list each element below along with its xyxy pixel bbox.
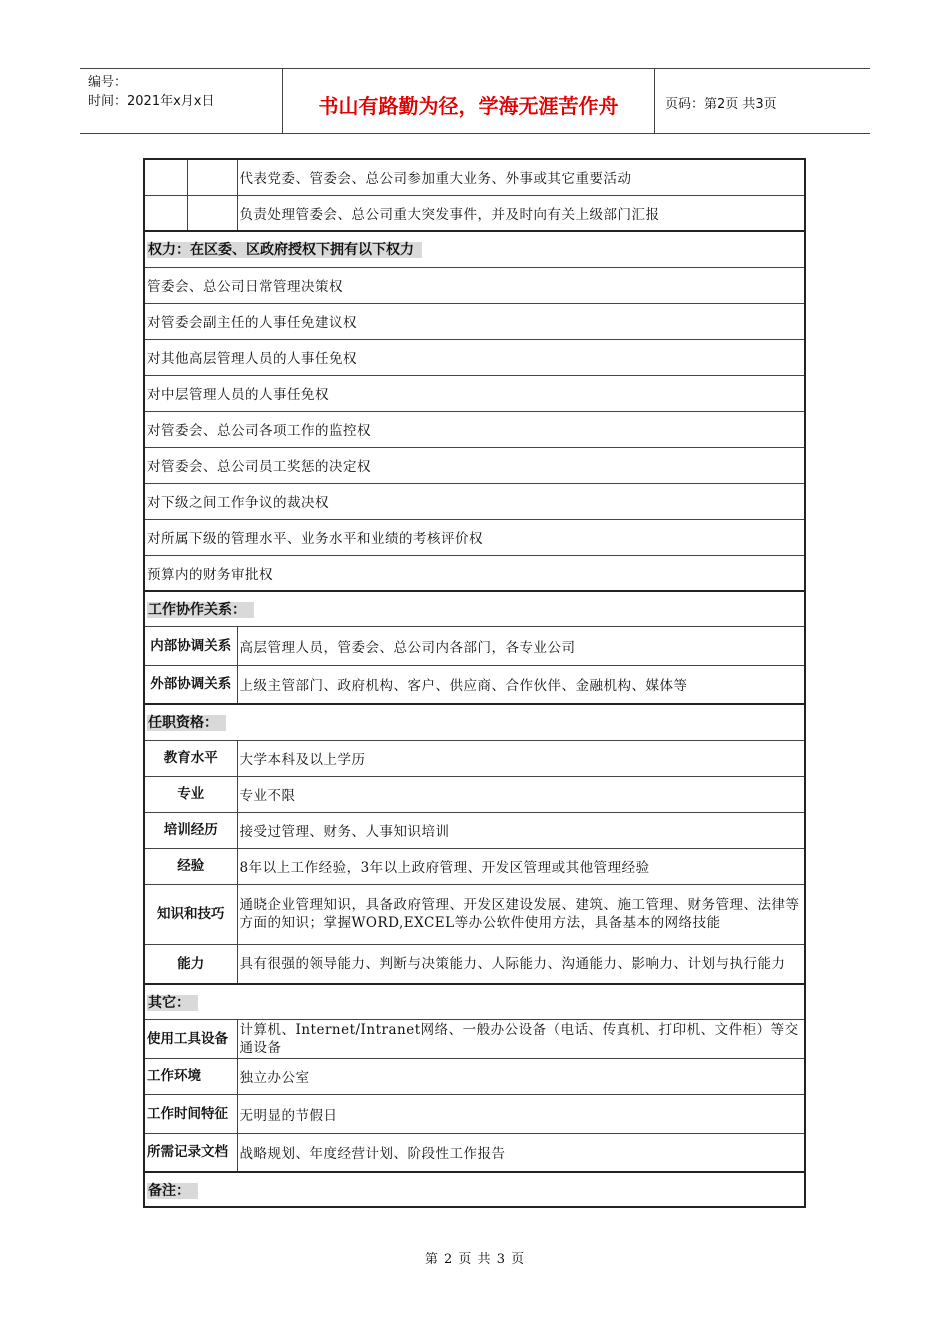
other-heading-row bbox=[144, 984, 805, 1019]
duty-row bbox=[144, 159, 805, 195]
experience-row bbox=[144, 848, 805, 884]
authority-item: 管委会、总公司日常管理决策权 bbox=[144, 267, 805, 303]
authority-heading: 权力：在区委、区政府授权下拥有以下权力 bbox=[147, 242, 422, 258]
authority-item: 对所属下级的管理水平、业务水平和业绩的考核评价权 bbox=[144, 519, 805, 555]
education-row bbox=[144, 740, 805, 776]
major-value: 专业不限 bbox=[237, 776, 805, 812]
work-time-label: 工作时间特征 bbox=[144, 1094, 237, 1133]
training-row bbox=[144, 812, 805, 848]
duty-item: 负责处理管委会、总公司重大突发事件，并及时向有关上级部门汇报 bbox=[237, 195, 805, 231]
authority-item: 对管委会、总公司各项工作的监控权 bbox=[144, 411, 805, 447]
external-relation-label: 外部协调关系 bbox=[144, 665, 237, 704]
page-header bbox=[80, 68, 870, 134]
authority-row bbox=[144, 375, 805, 411]
external-relation-value: 上级主管部门、政府机构、客户、供应商、合作伙伴、金融机构、媒体等 bbox=[237, 665, 805, 704]
duty-item: 代表党委、管委会、总公司参加重大业务、外事或其它重要活动 bbox=[237, 159, 805, 195]
environment-label: 工作环境 bbox=[144, 1058, 237, 1094]
education-label: 教育水平 bbox=[144, 740, 237, 776]
duty-row bbox=[144, 195, 805, 231]
authority-row bbox=[144, 411, 805, 447]
training-value: 接受过管理、财务、人事知识培训 bbox=[237, 812, 805, 848]
major-label: 专业 bbox=[144, 776, 237, 812]
education-value: 大学本科及以上学历 bbox=[237, 740, 805, 776]
cooperation-heading: 工作协作关系： bbox=[147, 602, 254, 618]
authority-item: 对下级之间工作争议的裁决权 bbox=[144, 483, 805, 519]
records-row bbox=[144, 1133, 805, 1172]
major-row bbox=[144, 776, 805, 812]
remarks-row bbox=[144, 1172, 805, 1207]
authority-heading-row bbox=[144, 231, 805, 267]
job-description-table bbox=[143, 158, 806, 1208]
experience-label: 经验 bbox=[144, 848, 237, 884]
knowledge-label: 知识和技巧 bbox=[144, 884, 237, 944]
tools-row bbox=[144, 1019, 805, 1058]
internal-relation-row bbox=[144, 626, 805, 665]
authority-item: 对管委会副主任的人事任免建议权 bbox=[144, 303, 805, 339]
authority-row bbox=[144, 483, 805, 519]
authority-row bbox=[144, 519, 805, 555]
cooperation-heading-row bbox=[144, 591, 805, 626]
ability-row bbox=[144, 944, 805, 984]
other-heading: 其它： bbox=[147, 995, 198, 1011]
ability-value: 具有很强的领导能力、判断与决策能力、人际能力、沟通能力、影响力、计划与执行能力 bbox=[237, 944, 805, 984]
remarks-heading: 备注： bbox=[147, 1183, 198, 1199]
qualifications-heading-row bbox=[144, 704, 805, 740]
internal-relation-label: 内部协调关系 bbox=[144, 626, 237, 665]
number-label: 编号： bbox=[88, 75, 128, 90]
authority-row bbox=[144, 555, 805, 591]
records-value: 战略规划、年度经营计划、阶段性工作报告 bbox=[237, 1133, 805, 1172]
header-page-info: 页码：第2页 共3页 bbox=[665, 97, 777, 112]
experience-value: 8年以上工作经验，3年以上政府管理、开发区管理或其他管理经验 bbox=[237, 848, 805, 884]
records-label: 所需记录文档 bbox=[144, 1133, 237, 1172]
authority-item: 预算内的财务审批权 bbox=[144, 555, 805, 591]
training-label: 培训经历 bbox=[144, 812, 237, 848]
knowledge-row bbox=[144, 884, 805, 944]
page-footer: 第 2 页 共 3 页 bbox=[424, 1252, 526, 1267]
authority-row bbox=[144, 303, 805, 339]
authority-row bbox=[144, 267, 805, 303]
header-meta bbox=[80, 69, 283, 133]
ability-label: 能力 bbox=[144, 944, 237, 984]
date-label: 时间：2021年x月x日 bbox=[88, 94, 215, 109]
internal-relation-value: 高层管理人员，管委会、总公司内各部门，各专业公司 bbox=[237, 626, 805, 665]
environment-value: 独立办公室 bbox=[237, 1058, 805, 1094]
knowledge-value: 通晓企业管理知识，具备政府管理、开发区建设发展、建筑、施工管理、财务管理、法律等方面的知识；掌握WORD,EXCEL等办公软件使用方法，具备基本的网络技能 bbox=[237, 884, 805, 944]
header-motto: 书山有路勤为径，学海无涯苦作舟 bbox=[283, 69, 655, 133]
authority-item: 对其他高层管理人员的人事任免权 bbox=[144, 339, 805, 375]
authority-item: 对管委会、总公司员工奖惩的决定权 bbox=[144, 447, 805, 483]
environment-row bbox=[144, 1058, 805, 1094]
tools-value: 计算机、Internet/Intranet网络、一般办公设备（电话、传真机、打印机、文件柜）等交通设备 bbox=[237, 1019, 805, 1058]
external-relation-row bbox=[144, 665, 805, 704]
authority-item: 对中层管理人员的人事任免权 bbox=[144, 375, 805, 411]
authority-row bbox=[144, 447, 805, 483]
tools-label: 使用工具设备 bbox=[144, 1019, 237, 1058]
work-time-row bbox=[144, 1094, 805, 1133]
work-time-value: 无明显的节假日 bbox=[237, 1094, 805, 1133]
authority-row bbox=[144, 339, 805, 375]
qualifications-heading: 任职资格： bbox=[147, 715, 226, 731]
